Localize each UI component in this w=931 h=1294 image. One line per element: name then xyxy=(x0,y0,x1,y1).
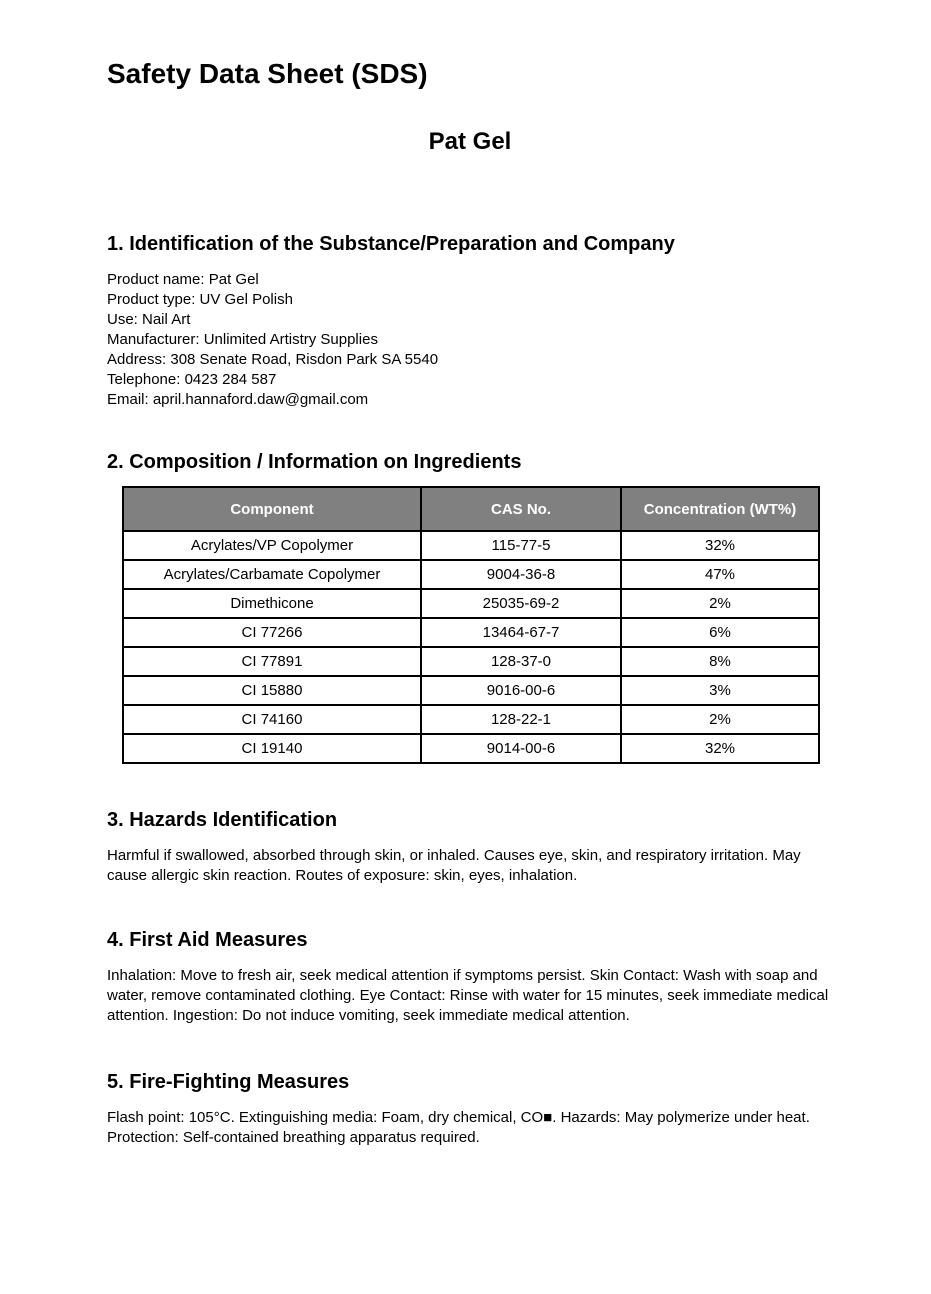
section-heading-hazards: 3. Hazards Identification xyxy=(107,809,338,831)
manufacturer-line: Manufacturer: Unlimited Artistry Supplies xyxy=(107,331,378,348)
table-cell: 2% xyxy=(621,589,819,618)
section-hazards xyxy=(107,808,833,886)
table-header-row xyxy=(123,487,819,531)
table-cell: 128-22-1 xyxy=(421,705,621,734)
table-cell: 9014-00-6 xyxy=(421,734,621,763)
table-row xyxy=(123,676,819,705)
table-row xyxy=(123,531,819,560)
telephone-line: Telephone: 0423 284 587 xyxy=(107,371,277,388)
table-cell: CI 77266 xyxy=(123,618,421,647)
product-title: Pat Gel xyxy=(428,128,512,155)
table-cell: 25035-69-2 xyxy=(421,589,621,618)
table-header-concentration: Concentration (WT%) xyxy=(621,487,819,531)
table-cell: CI 77891 xyxy=(123,647,421,676)
table-cell: 9004-36-8 xyxy=(421,560,621,589)
table-cell: 6% xyxy=(621,618,819,647)
table-row xyxy=(123,734,819,763)
identification-details xyxy=(107,270,833,410)
section-heading-composition: 2. Composition / Information on Ingredients xyxy=(107,451,522,473)
table-row xyxy=(123,589,819,618)
section-first-aid xyxy=(107,928,833,1026)
table-cell: 3% xyxy=(621,676,819,705)
table-row xyxy=(123,560,819,589)
table-cell: 8% xyxy=(621,647,819,676)
table-cell: CI 74160 xyxy=(123,705,421,734)
table-header-cas-no: CAS No. xyxy=(421,487,621,531)
first-aid-body: Inhalation: Move to fresh air, seek medical attention if symptoms persist. Skin Contact: Wash with soap and water, remove contaminated clothing. Eye Contact: Rinse with water for 15 minutes, seek immediate medical attention. Ingestion: Do not induce vomiting, seek immediate medical attention. xyxy=(107,967,829,1024)
composition-table xyxy=(122,486,820,764)
table-cell: 115-77-5 xyxy=(421,531,621,560)
table-cell: Acrylates/Carbamate Copolymer xyxy=(123,560,421,589)
table-cell: 32% xyxy=(621,531,819,560)
page-title: Safety Data Sheet (SDS) xyxy=(107,58,428,89)
hazards-body: Harmful if swallowed, absorbed through skin, or inhaled. Causes eye, skin, and respiratory irritation. May cause allergic skin reaction. Routes of exposure: skin, eyes, inhalation. xyxy=(107,847,801,884)
email-line: Email: april.hannaford.daw@gmail.com xyxy=(107,391,369,408)
section-heading-fire-fighting: 5. Fire-Fighting Measures xyxy=(107,1071,350,1093)
table-cell: 9016-00-6 xyxy=(421,676,621,705)
table-cell: 13464-67-7 xyxy=(421,618,621,647)
section-heading-identification: 1. Identification of the Substance/Preparation and Company xyxy=(107,233,675,255)
table-cell: 32% xyxy=(621,734,819,763)
table-cell: CI 19140 xyxy=(123,734,421,763)
product-type-line: Product type: UV Gel Polish xyxy=(107,291,293,308)
table-cell: CI 15880 xyxy=(123,676,421,705)
table-row xyxy=(123,618,819,647)
address-line: Address: 308 Senate Road, Risdon Park SA 5540 xyxy=(107,351,439,368)
section-composition xyxy=(107,450,833,764)
table-header-component: Component xyxy=(123,487,421,531)
table-row xyxy=(123,705,819,734)
product-name-line: Product name: Pat Gel xyxy=(107,271,259,288)
use-line: Use: Nail Art xyxy=(107,311,191,328)
composition-table-body xyxy=(123,531,819,763)
table-row xyxy=(123,647,819,676)
table-cell: 2% xyxy=(621,705,819,734)
section-fire-fighting xyxy=(107,1070,833,1148)
table-cell: 128-37-0 xyxy=(421,647,621,676)
table-cell: Dimethicone xyxy=(123,589,421,618)
table-cell: 47% xyxy=(621,560,819,589)
section-identification xyxy=(107,232,833,410)
section-heading-first-aid: 4. First Aid Measures xyxy=(107,929,308,951)
table-cell: Acrylates/VP Copolymer xyxy=(123,531,421,560)
fire-fighting-body: Flash point: 105°C. Extinguishing media: Foam, dry chemical, CO■. Hazards: May polymerize under heat. Protection: Self-contained breathing apparatus required. xyxy=(107,1109,810,1146)
